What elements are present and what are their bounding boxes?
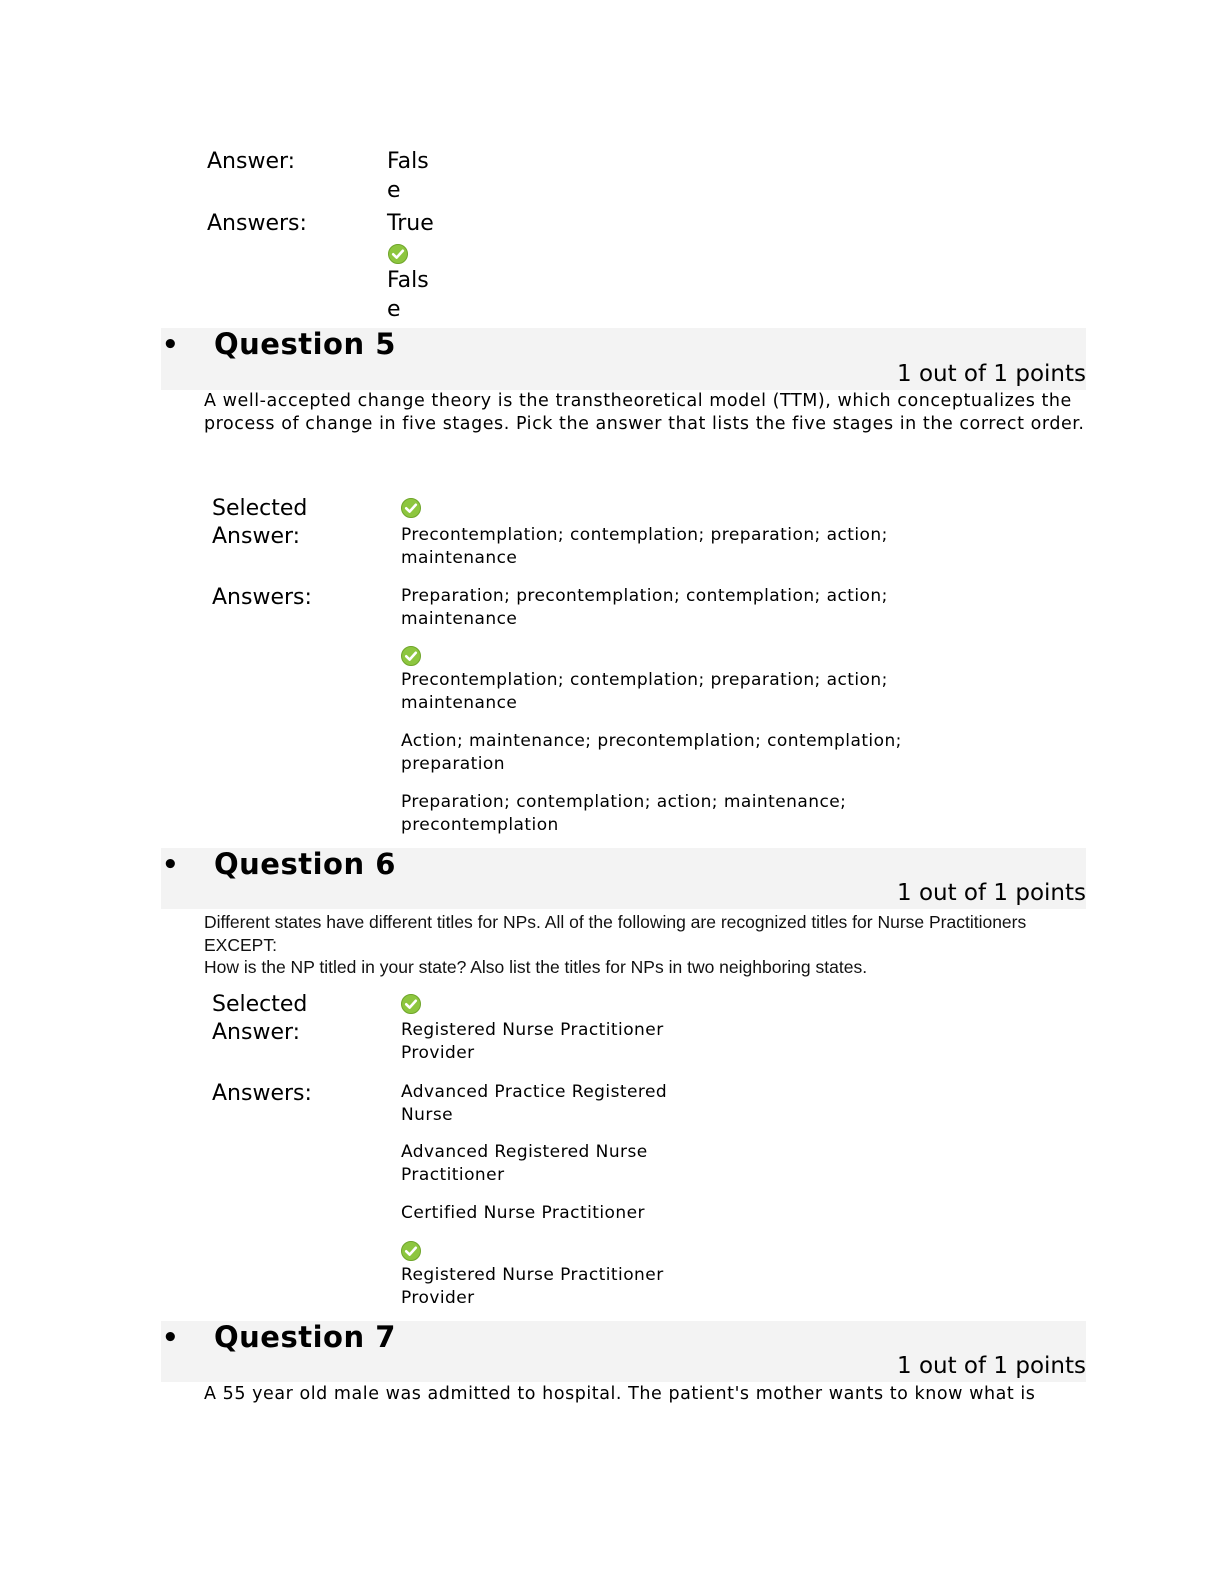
correct-check-icon <box>401 1241 421 1261</box>
selected-answer-label: Selected Answer: <box>212 992 308 1045</box>
question-title: Question 5 <box>214 327 396 361</box>
question-points: 1 out of 1 points <box>897 361 1086 387</box>
question-points: 1 out of 1 points <box>897 880 1086 906</box>
question-text: A well-accepted change theory is the transtheoretical model (TTM), which conceptualizes the process of change in five stages. Pick the answer that lists the five stages in the correct order. <box>204 391 1085 434</box>
correct-check-icon <box>401 646 421 666</box>
answer-option: Preparation; contemplation; action; maintenance; precontemplation <box>401 792 847 835</box>
correct-check-icon <box>401 994 421 1014</box>
answer-option: Registered Nurse Practitioner Provider <box>401 1265 664 1308</box>
question-bullet: • <box>162 850 179 880</box>
answer-option: Preparation; precontemplation; contemplation; action; maintenance <box>401 586 888 629</box>
correct-check-icon <box>401 498 421 518</box>
selected-answer-text: Precontemplation; contemplation; preparation; action; maintenance <box>401 525 888 568</box>
correct-check-icon <box>388 244 408 264</box>
question-points: 1 out of 1 points <box>897 1353 1086 1379</box>
answer-value: Fals e <box>387 149 429 203</box>
selected-answer-label: Selected Answer: <box>212 496 308 549</box>
answer-option: Fals e <box>387 268 429 322</box>
answer-option: Advanced Registered Nurse Practitioner <box>401 1142 648 1185</box>
question-bullet: • <box>162 330 179 360</box>
question-bullet: • <box>162 1323 179 1353</box>
selected-answer-text: Registered Nurse Practitioner Provider <box>401 1020 664 1063</box>
question-text-secondary: How is the NP titled in your state? Also list the titles for NPs in two neighboring states. <box>204 957 868 977</box>
answers-label: Answers: <box>212 1081 312 1106</box>
answers-label: Answers: <box>207 211 307 236</box>
answer-option: Certified Nurse Practitioner <box>401 1203 645 1223</box>
question-text: Different states have different titles for NPs. All of the following are recognized titles for Nurse Practitioners EXCEPT: <box>204 912 1027 955</box>
question-title: Question 6 <box>214 847 396 881</box>
answer-option: Action; maintenance; precontemplation; contemplation; preparation <box>401 731 902 774</box>
answer-option: Advanced Practice Registered Nurse <box>401 1082 668 1125</box>
answers-label: Answers: <box>212 585 312 610</box>
question-title: Question 7 <box>214 1320 396 1354</box>
answer-option: Precontemplation; contemplation; preparation; action; maintenance <box>401 670 888 713</box>
answer-label: Answer: <box>207 149 296 174</box>
question-text: A 55 year old male was admitted to hospital. The patient's mother wants to know what is <box>204 1384 1036 1404</box>
answer-option: True <box>387 211 434 236</box>
